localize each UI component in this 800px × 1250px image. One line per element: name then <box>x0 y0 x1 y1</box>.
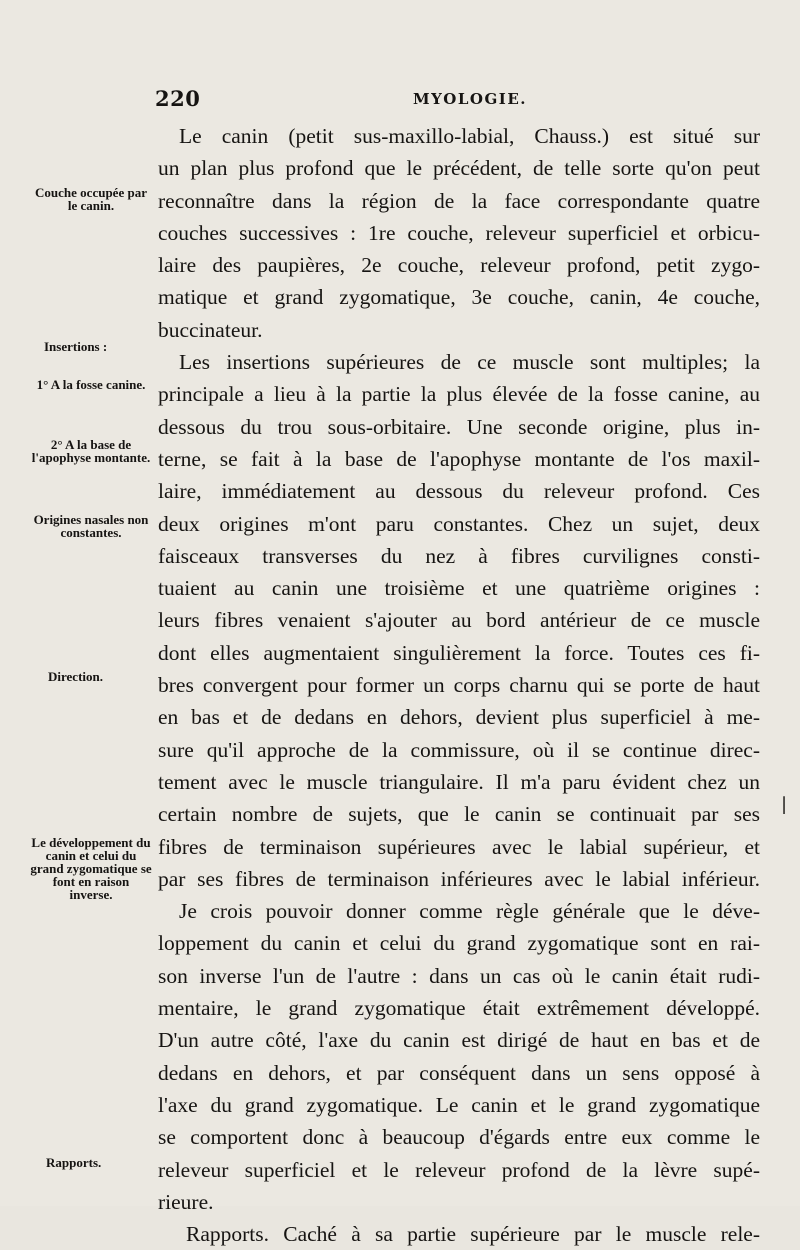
text-line: tuaient au canin une troisième et une quatrième origines : <box>158 576 760 601</box>
text-line: buccinateur. <box>158 317 263 342</box>
edge-mark: | <box>781 794 788 815</box>
running-head: MYOLOGIE. <box>413 90 527 108</box>
text-line: certain nombre de sujets, que le canin se continuait par ses <box>158 802 760 827</box>
text-line: loppement du canin et celui du grand zygomatique sont en rai- <box>158 931 760 956</box>
text-line: deux origines m'ont paru constantes. Chez un sujet, deux <box>158 511 760 536</box>
text-line: en bas et de dedans en dehors, devient plus superficiel à me- <box>158 705 760 730</box>
text-line: par ses fibres de terminaison inférieures avec le labial inférieur. <box>158 866 760 891</box>
text-line: l'axe du grand zygomatique. Le canin et le grand zygomatique <box>158 1092 760 1117</box>
text-line: Le canin (petit sus-maxillo-labial, Chauss.) est situé sur <box>179 124 760 148</box>
text-line: D'un autre côté, l'axe du canin est dirigé de haut en bas et de <box>158 1028 760 1053</box>
text-line: leurs fibres venaient s'ajouter au bord antérieur de ce muscle <box>158 608 760 633</box>
text-line: releveur superficiel et le releveur profond de la lèvre supé- <box>158 1157 760 1182</box>
text-line: principale a lieu à la partie la plus élevée de la fosse canine, au <box>158 382 760 407</box>
text-line: matique et grand zygomatique, 3e couche, canin, 4e couche, <box>158 285 760 310</box>
text-line: reconnaître dans la région de la face correspondante quatre <box>158 188 760 213</box>
text-line: Rapports. Caché à sa partie supérieure par le muscle rele- <box>186 1222 760 1247</box>
text-line: dessous du trou sous-orbitaire. Une seconde origine, plus in- <box>158 414 760 439</box>
text-line: mentaire, le grand zygomatique était extrêmement développé. <box>158 996 760 1021</box>
text-line: bres convergent pour former un corps charnu qui se porte de haut <box>158 673 760 698</box>
text-line: dont elles augmentaient singulièrement la force. Toutes ces fi- <box>158 640 760 665</box>
text-line: laire des paupières, 2e couche, releveur profond, petit zygo- <box>158 253 760 278</box>
margin-note-nasales: Origines nasales non constantes. <box>33 512 149 540</box>
margin-note-fosse: 1° A la fosse canine. <box>36 377 146 392</box>
page-number: 220 <box>155 86 201 111</box>
text-line: terne, se fait à la base de l'apophyse montante de l'os maxil- <box>158 446 760 471</box>
text-line: dedans en dehors, et par conséquent dans un sens opposé à <box>158 1060 760 1085</box>
text-line: tement avec le muscle triangulaire. Il m'a paru évident chez un <box>158 769 760 794</box>
margin-note-couche: Couche occupée par le canin. <box>35 185 147 213</box>
margin-note-insertions: Insertions : <box>44 339 108 354</box>
margin-note-developpement: Le développement du canin et celui du grand zygomatique se font en raison inverse. <box>30 835 152 902</box>
text-line: fibres de terminaison supérieures avec le labial supérieur, et <box>158 834 760 859</box>
text-line: faisceaux transverses du nez à fibres curvilignes consti- <box>158 543 760 568</box>
page-header <box>155 86 755 112</box>
text-line: couches successives : 1re couche, releveur superficiel et orbicu- <box>158 220 760 245</box>
body-text <box>158 120 760 1250</box>
text-line: son inverse l'un de l'autre : dans un cas où le canin était rudi- <box>158 963 760 988</box>
margin-note-direction: Direction. <box>48 669 103 684</box>
margin-note-apophyse: 2° A la base de l'apophyse montante. <box>31 437 151 465</box>
text-line: Les insertions supérieures de ce muscle sont multiples; la <box>179 350 760 375</box>
text-line: laire, immédiatement au dessous du releveur profond. Ces <box>158 479 760 504</box>
text-line: sure qu'il approche de la commissure, où il se continue direc- <box>158 737 760 762</box>
text-line: se comportent donc à beaucoup d'égards entre eux comme le <box>158 1125 760 1150</box>
text-line: Je crois pouvoir donner comme règle générale que le déve- <box>179 899 760 924</box>
margin-note-rapports: Rapports. <box>46 1155 102 1170</box>
text-line: un plan plus profond que le précédent, de telle sorte qu'on peut <box>158 156 760 181</box>
text-line: rieure. <box>158 1189 214 1214</box>
